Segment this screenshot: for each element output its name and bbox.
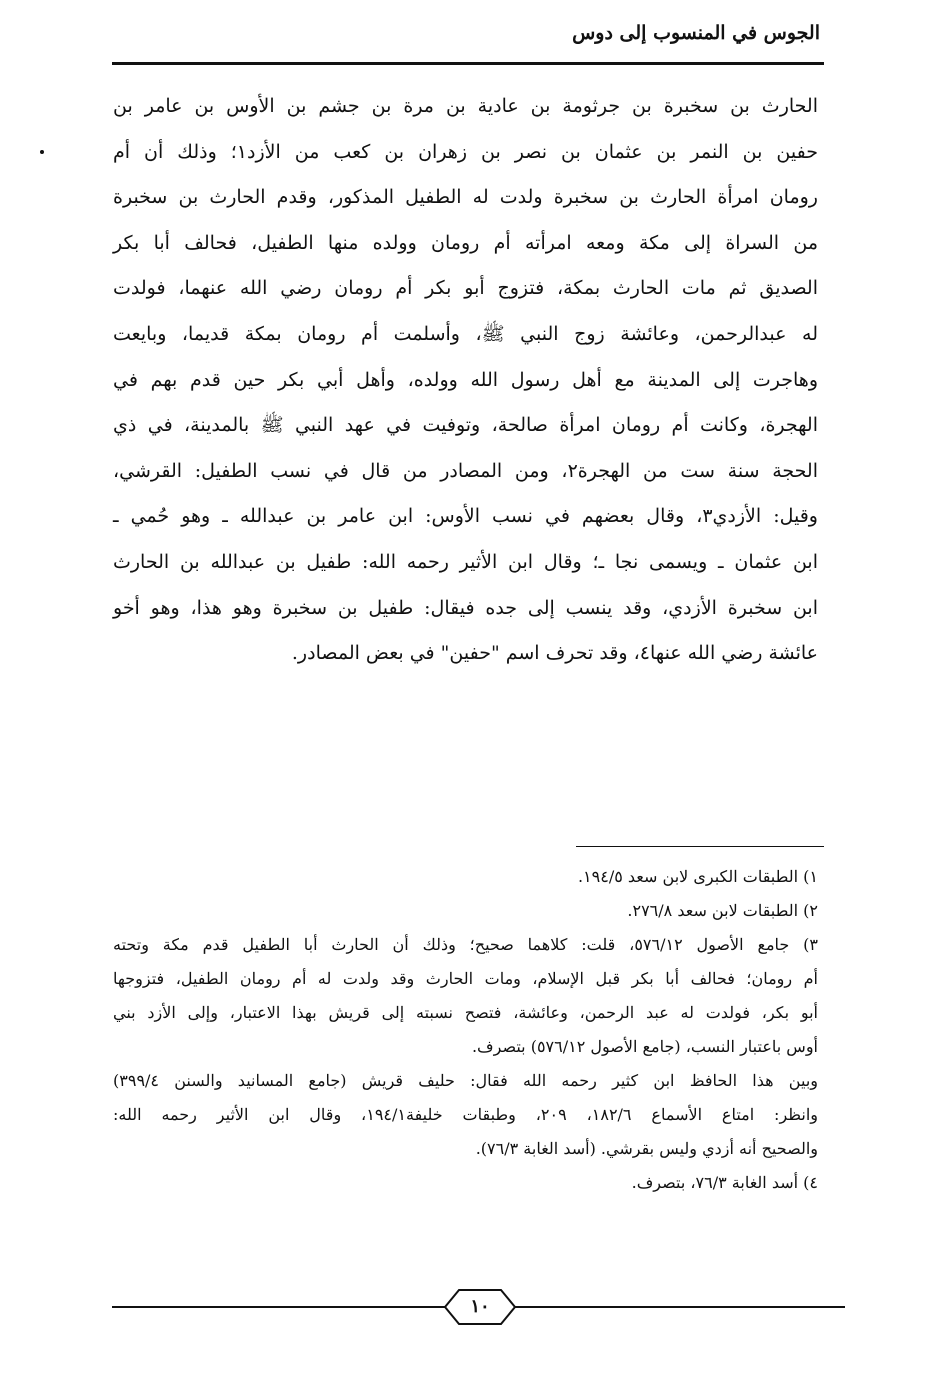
body-line: عائشة رضي الله عنها٤، وقد تحرف اسم "حفين" في بعض المصادر.: [291, 642, 818, 665]
body-line: وقيل: الأزدي٣، وقال بعضهم في نسب الأوس: ابن عامر بن عبدالله ـ وهو حُمي ـ: [113, 505, 818, 528]
body-line: رومان امرأة الحارث بن سخبرة ولدت له الطفيل المذكور، وقدم الحارث بن سخبرة: [113, 186, 818, 209]
footnote-3-line: أم رومان؛ فحالف أبا بكر قبل الإسلام، ومات الحارث وقد ولدت له أم رومان الطفيل، فتزوجها: [113, 969, 818, 988]
body-line: حفين بن النمر بن عثمان بن نصر بن زهران بن كعب من الأزد١؛ وذلك أن أم: [113, 140, 818, 163]
body-line: له عبدالرحمن، وعائشة زوج النبي ﷺ، وأسلمت أم رومان بمكة قديما، وبايعت: [113, 322, 818, 345]
footnote-separator: [576, 846, 824, 847]
body-line: الحجة سنة ست من الهجرة٢، ومن المصادر من قال في نسب الطفيل: القرشي،: [113, 459, 818, 482]
main-text: [113, 84, 818, 677]
footnotes: [113, 860, 818, 1200]
footnote-3-line: والصحيح أنه أزدي وليس بقرشي. (أسد الغابة ٧٦/٣).: [475, 1139, 818, 1158]
footer-rule-left: [112, 1306, 445, 1308]
page-number: ١٠: [470, 1296, 490, 1317]
footnote-4: ٤) أسد الغابة ٧٦/٣، بتصرف.: [631, 1173, 818, 1192]
footnote-3-line: أوس باعتبار النسب، (جامع الأصول ٥٧٦/١٢) بتصرف.: [471, 1037, 818, 1056]
footnote-1: ١) الطبقات الكبرى لابن سعد ١٩٤/٥.: [577, 867, 818, 886]
footer-rule-right: [515, 1306, 845, 1308]
running-header-title: الجوس في المنسوب إلى دوس: [572, 22, 820, 44]
body-line: ابن سخبرة الأزدي، وقد ينسب إلى جده فيقال: طفيل بن سخبرة وهو هذا، وهو أخو: [113, 596, 818, 619]
footnote-3-line: أبو بكر، فولدت له عبد الرحمن، وعائشة، فتصح نسبته إلى قريش بهذا الاعتبار، وإلى الأزد بني: [113, 1003, 819, 1022]
body-line: الهجرة، وكانت أم رومان امرأة صالحة، وتوفيت في عهد النبي ﷺ بالمدينة، في ذي: [113, 414, 818, 437]
body-line: الصديق ثم مات الحارث بمكة، فتزوج أبو بكر أم رومان رضي الله عنهما، فولدت: [113, 277, 818, 300]
body-line: وهاجرت إلى المدينة مع أهل رسول الله وولده، وأهل أبي بكر حين قدم بهم في: [113, 368, 818, 391]
margin-dot: [40, 150, 44, 154]
body-line: ابن عثمان ـ ويسمى نجا ـ؛ وقال ابن الأثير رحمه الله: طفيل بن عبدالله بن الحارث: [113, 550, 818, 573]
header-rule: [112, 62, 824, 65]
footnote-3-line: وبين هذا الحافظ ابن كثير رحمه الله فقال: حليف قريش (جامع المسانيد والسنن ٣٩٩/٤): [113, 1071, 818, 1090]
body-line: الحارث بن سخبرة بن جرثومة بن عادية بن مرة بن جشم بن الأوس بن عامر بن: [113, 95, 818, 117]
footnote-2: ٢) الطبقات لابن سعد ٢٧٦/٨.: [627, 901, 818, 920]
page-number-badge: [443, 1288, 517, 1326]
footnote-3-line: ٣) جامع الأصول ٥٧٦/١٢، قلت: كلاهما صحيح؛ وذلك أن الحارث أبا الطفيل قدم مكة وتحته: [113, 935, 818, 954]
footnote-3-line: وانظر: امتاع الأسماع ١٨٢/٦، ٢٠٩، وطبقات خليفة١٩٤/١، وقال ابن الأثير رحمه الله:: [113, 1105, 819, 1124]
body-line: من السراة إلى مكة ومعه امرأته أم رومان وولده منها الطفيل، فحالف أبا بكر: [113, 231, 818, 254]
